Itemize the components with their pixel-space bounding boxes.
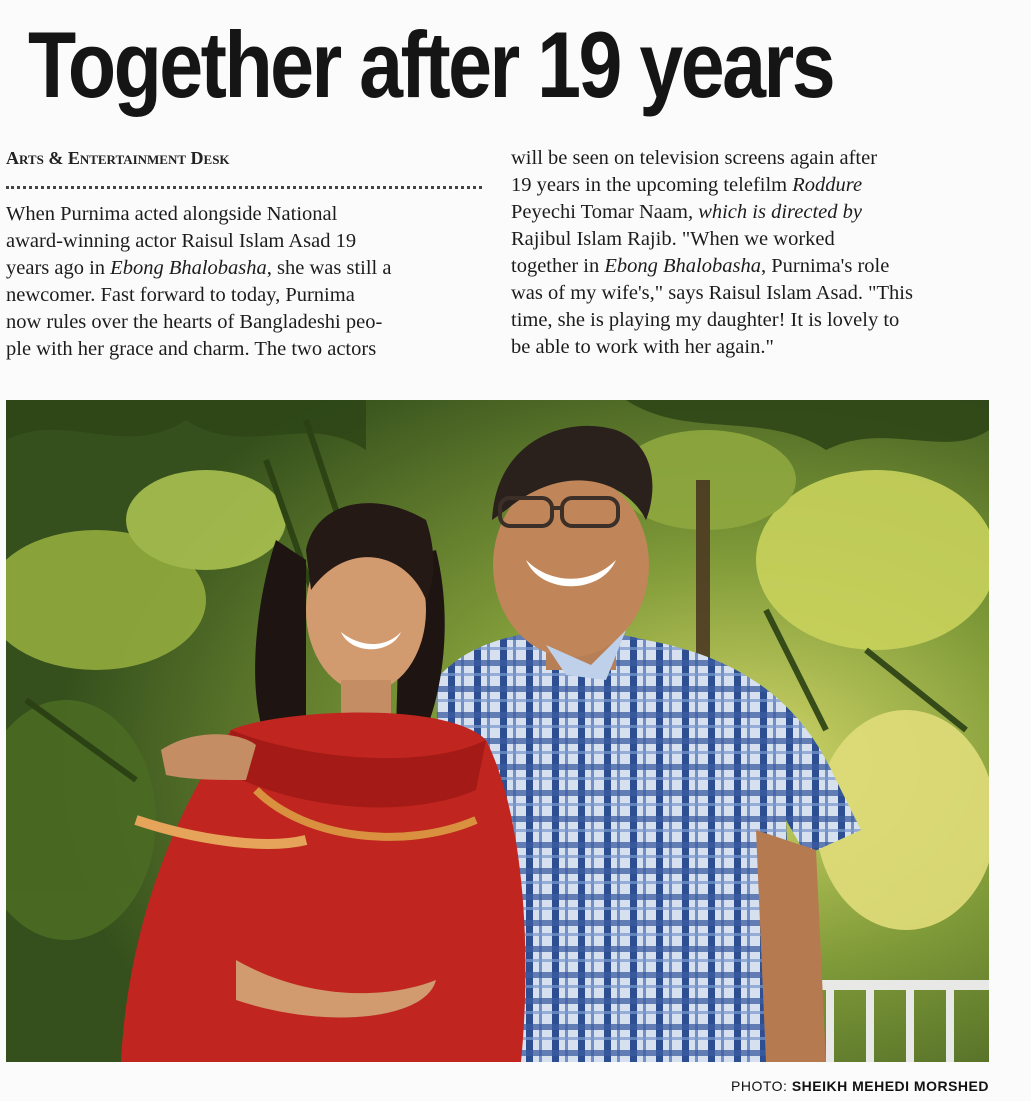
text-run: , Purnima's role bbox=[760, 255, 890, 277]
text-run: together in bbox=[511, 255, 605, 277]
article-line bbox=[6, 228, 482, 255]
text-run: time, she is playing my daughter! It is lovely to bbox=[511, 309, 900, 331]
title-italic: Roddure bbox=[792, 174, 863, 196]
title-italic: Ebong Bhalobasha bbox=[604, 255, 761, 277]
text-run: 19 years in the upcoming telefilm bbox=[511, 174, 793, 196]
text-run: When Purnima acted alongside National bbox=[6, 203, 338, 225]
photo-credit-name: SHEIKH MEHEDI MORSHED bbox=[791, 1078, 989, 1094]
desk-byline: Arts & Entertainment Desk bbox=[6, 148, 230, 168]
article-line bbox=[6, 201, 482, 228]
text-run: was of my wife's," says Raisul Islam Asad. "This bbox=[511, 282, 913, 304]
article-photo bbox=[6, 400, 989, 1062]
headline: Together after 19 years bbox=[28, 12, 834, 117]
title-italic: Ebong Bhalobasha bbox=[110, 257, 267, 279]
article-line bbox=[6, 282, 482, 309]
article-line bbox=[511, 334, 987, 361]
article-line bbox=[511, 253, 987, 280]
text-run: Peyechi Tomar Naam bbox=[511, 201, 688, 223]
article-line bbox=[6, 336, 482, 363]
text-run: , she was still a bbox=[266, 257, 392, 279]
text-run: ple with her grace and charm. The two actors bbox=[6, 338, 377, 360]
text-run: now rules over the hearts of Bangladeshi peo- bbox=[6, 311, 383, 333]
article-line bbox=[511, 280, 987, 307]
article-line bbox=[511, 199, 987, 226]
text-run: will be seen on television screens again after bbox=[511, 147, 878, 169]
text-run: award-winning actor Raisul Islam Asad 19 bbox=[6, 230, 357, 252]
text-run: Rajibul Islam Rajib. "When we worked bbox=[511, 228, 835, 250]
text-run: years ago in bbox=[6, 257, 111, 279]
article-line bbox=[6, 309, 482, 336]
article-line bbox=[511, 307, 987, 334]
title-italic: , which is directed by bbox=[687, 201, 862, 223]
photo-credit bbox=[731, 1078, 989, 1094]
article-line bbox=[6, 255, 482, 282]
photo-illustration bbox=[6, 400, 989, 1062]
article-line bbox=[511, 172, 987, 199]
article-line bbox=[511, 226, 987, 253]
photo-credit-prefix: PHOTO: bbox=[731, 1078, 788, 1094]
article-line bbox=[511, 145, 987, 172]
text-run: be able to work with her again." bbox=[511, 336, 774, 358]
byline-divider bbox=[6, 186, 482, 189]
article-column-right bbox=[511, 145, 987, 361]
text-run: newcomer. Fast forward to today, Purnima bbox=[6, 284, 355, 306]
article-column-left bbox=[6, 201, 482, 363]
